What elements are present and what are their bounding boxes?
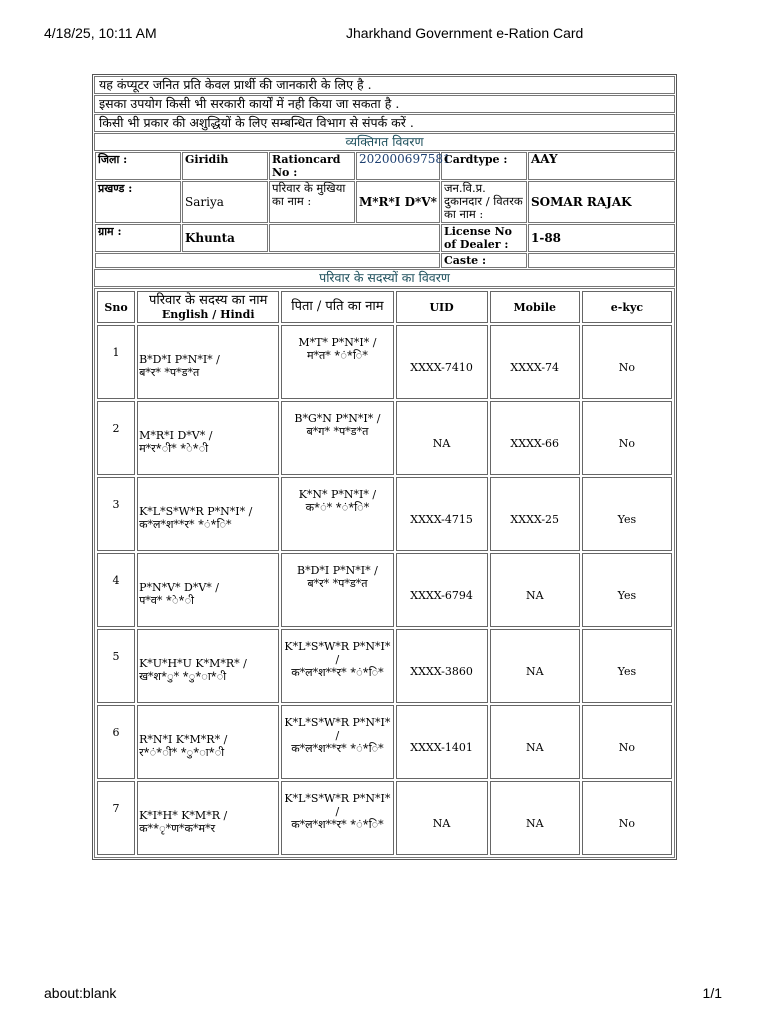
district-value: Giridih: [182, 152, 268, 180]
member-name-hi: र*ं*ी* *ु*ा*ी: [139, 746, 225, 759]
col-father: [281, 291, 393, 323]
member-father: [281, 705, 393, 779]
member-uid: XXXX-7410: [396, 325, 488, 399]
district-label: जिला :: [95, 152, 181, 180]
head-label: परिवार के मुखिया का नाम :: [269, 181, 355, 223]
family-members-table: [94, 288, 675, 858]
member-sno: 7: [97, 781, 135, 855]
member-mobile: XXXX-66: [490, 401, 580, 475]
col-father-label: पिता / पति का नाम: [291, 299, 384, 314]
member-sno: 4: [97, 553, 135, 627]
member-name: [137, 781, 279, 855]
member-mobile: NA: [490, 553, 580, 627]
personal-info-table: [94, 151, 676, 269]
member-ekyc: Yes: [582, 553, 672, 627]
member-name-en: K*I*H* K*M*R /: [139, 809, 228, 822]
notice-3: किसी भी प्रकार की अशुद्धियों के लिए सम्बन्धित विभाग से संपर्क करें .: [94, 114, 675, 132]
member-uid: XXXX-6794: [396, 553, 488, 627]
member-father-en: B*D*I P*N*I* /: [296, 564, 378, 577]
member-name-en: M*R*I D*V* /: [139, 429, 213, 442]
member-father-en: K*L*S*W*R P*N*I* /: [284, 716, 391, 742]
member-mobile: NA: [490, 629, 580, 703]
rationcard-value: 202000697581: [356, 152, 440, 180]
member-ekyc: No: [582, 705, 672, 779]
license-value: 1-88: [528, 224, 675, 252]
member-mobile: XXXX-25: [490, 477, 580, 551]
dealer-value: SOMAR RAJAK: [528, 181, 675, 223]
member-mobile: NA: [490, 705, 580, 779]
caste-blank: [95, 253, 440, 268]
member-name-hi: क**ृ*ण*क*म*र: [139, 822, 216, 835]
personal-section-title: व्यक्तिगत विवरण: [94, 133, 675, 151]
col-member-name-sub: English / Hindi: [161, 307, 255, 321]
member-sno: 2: [97, 401, 135, 475]
member-name-hi: ख*श*ु* *ु*ा*ी: [139, 670, 227, 683]
member-father-en: K*L*S*W*R P*N*I* /: [284, 792, 391, 818]
dealer-label: जन.वि.प्र. दुकानदार / वितरक का नाम :: [441, 181, 527, 223]
member-father: [281, 477, 393, 551]
member-name: [137, 705, 279, 779]
village-label: ग्राम :: [95, 224, 181, 252]
member-uid: NA: [396, 781, 488, 855]
member-mobile: XXXX-74: [490, 325, 580, 399]
table-row: [97, 781, 672, 855]
village-blank: [269, 224, 440, 252]
member-ekyc: No: [582, 781, 672, 855]
member-sno: 6: [97, 705, 135, 779]
ration-card: [92, 74, 677, 860]
member-uid: XXXX-4715: [396, 477, 488, 551]
print-title: Jharkhand Government e-Ration Card: [346, 25, 584, 41]
member-ekyc: No: [582, 401, 672, 475]
table-row: [97, 401, 672, 475]
print-url: about:blank: [44, 985, 117, 1001]
block-value: Sariya: [182, 181, 268, 223]
member-father: [281, 781, 393, 855]
cardtype-label: Cardtype :: [441, 152, 527, 180]
member-name: [137, 477, 279, 551]
member-uid: XXXX-1401: [396, 705, 488, 779]
rationcard-label: Rationcard No :: [269, 152, 355, 180]
member-name: [137, 553, 279, 627]
caste-value: [528, 253, 675, 268]
block-label: प्रखण्ड :: [95, 181, 181, 223]
member-uid: NA: [396, 401, 488, 475]
table-row: [97, 325, 672, 399]
family-section-title: परिवार के सदस्यों का विवरण: [94, 269, 675, 287]
table-row: [97, 477, 672, 551]
member-father-hi: क*ल*श**र* *ं*ि*: [291, 818, 384, 831]
member-ekyc: No: [582, 325, 672, 399]
member-name-hi: म*र*ी* *े*ी: [139, 442, 209, 455]
col-ekyc: e-kyc: [582, 291, 672, 323]
member-father: [281, 325, 393, 399]
member-sno: 3: [97, 477, 135, 551]
member-father-hi: म*त* *ं*ि*: [306, 349, 368, 362]
head-value: M*R*I D*V*: [356, 181, 440, 223]
member-father-en: K*N* P*N*I* /: [298, 488, 377, 501]
member-father-hi: क*ल*श**र* *ं*ि*: [291, 742, 384, 755]
member-name: [137, 401, 279, 475]
village-value: Khunta: [182, 224, 268, 252]
member-ekyc: Yes: [582, 477, 672, 551]
member-name-hi: ब*र* *प*ड*त: [139, 366, 200, 379]
member-name-en: K*L*S*W*R P*N*I* /: [139, 505, 253, 518]
notice-1: यह कंप्यूटर जनित प्रति केवल प्रार्थी की जानकारी के लिए है .: [94, 76, 675, 94]
member-name-hi: क*ल*श**र* *ं*ि*: [139, 518, 232, 531]
col-member-name-hi: परिवार के सदस्य का नाम: [148, 292, 268, 308]
member-father-hi: ब*ग* *प*ड*त: [306, 425, 369, 438]
print-page-number: 1/1: [702, 985, 722, 1001]
member-mobile: NA: [490, 781, 580, 855]
member-father: [281, 629, 393, 703]
col-uid: UID: [396, 291, 488, 323]
member-father-hi: ब*र* *प*ड*त: [307, 577, 368, 590]
member-ekyc: Yes: [582, 629, 672, 703]
license-label: License No of Dealer :: [441, 224, 527, 252]
member-name-hi: प*व* *े*ी: [139, 594, 194, 607]
member-father-hi: क*ल*श**र* *ं*ि*: [291, 666, 384, 679]
member-name: [137, 629, 279, 703]
col-mobile: Mobile: [490, 291, 580, 323]
member-father-en: B*G*N P*N*I* /: [294, 412, 381, 425]
col-member-name: [137, 291, 279, 323]
member-father: [281, 401, 393, 475]
col-sno: Sno: [97, 291, 135, 323]
member-uid: XXXX-3860: [396, 629, 488, 703]
member-sno: 1: [97, 325, 135, 399]
cardtype-value: AAY: [528, 152, 675, 180]
member-name: [137, 325, 279, 399]
member-name-en: P*N*V* D*V* /: [139, 581, 219, 594]
member-father: [281, 553, 393, 627]
member-name-en: B*D*I P*N*I* /: [139, 353, 220, 366]
print-datetime: 4/18/25, 10:11 AM: [44, 25, 157, 41]
member-father-en: K*L*S*W*R P*N*I* /: [284, 640, 391, 666]
member-name-en: K*U*H*U K*M*R* /: [139, 657, 247, 670]
table-row: [97, 705, 672, 779]
notice-2: इसका उपयोग किसी भी सरकारी कार्यों में नही किया जा सकता है .: [94, 95, 675, 113]
table-row: [97, 629, 672, 703]
member-name-en: R*N*I K*M*R* /: [139, 733, 228, 746]
caste-label: Caste :: [441, 253, 527, 268]
member-sno: 5: [97, 629, 135, 703]
table-row: [97, 553, 672, 627]
member-father-hi: क*ं* *ं*ि*: [305, 501, 370, 514]
member-father-en: M*T* P*N*I* /: [298, 336, 377, 349]
